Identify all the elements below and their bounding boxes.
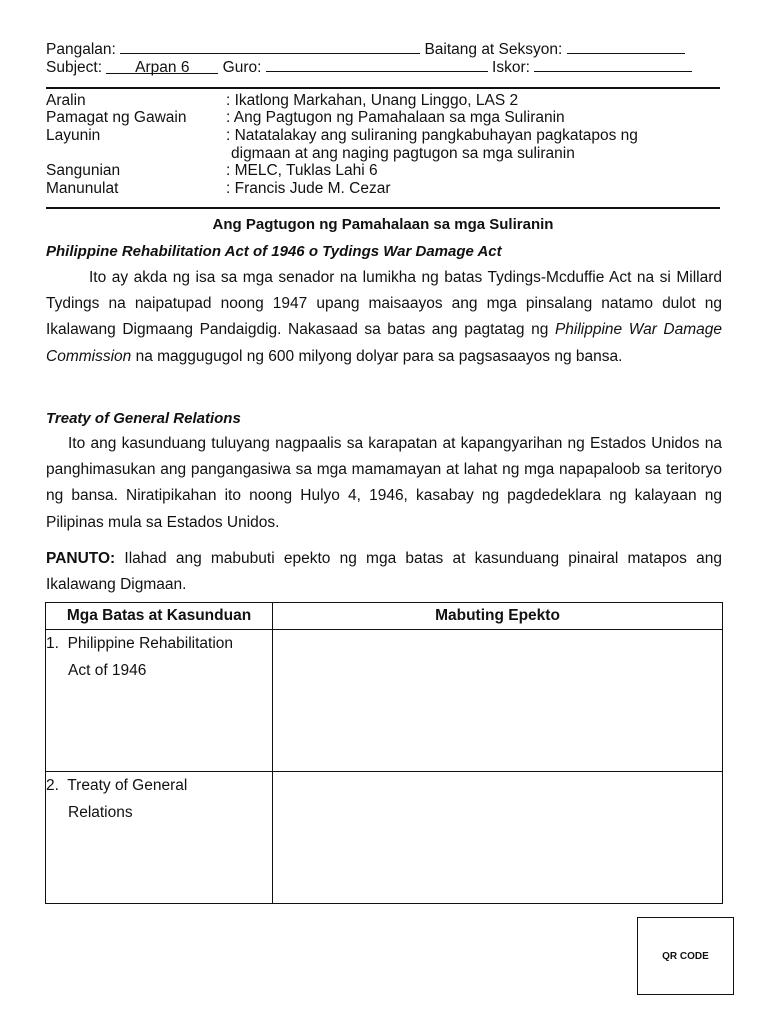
meta-value: : MELC, Tuklas Lahi 6 — [226, 162, 378, 179]
section1-paragraph — [46, 265, 722, 370]
grade-section-field[interactable] — [567, 39, 685, 54]
section1-text-italic: Philippine War Damage Commission — [46, 321, 723, 365]
table-header-row — [46, 603, 723, 630]
law-name: Treaty of General — [67, 777, 188, 794]
subject-value: Arpan 6 — [135, 59, 190, 76]
meta-value: : Ang Pagtugon ng Pamahalaan sa mga Suliranin — [226, 109, 565, 126]
col1-header: Mga Batas at Kasunduan — [46, 603, 273, 630]
table-row — [46, 772, 723, 904]
section2-text: Ito ang kasunduang tuluyang nagpaalis sa karapatan at kapangyarihan ng Estados Unidos na panghimasukan ang pangangasiwa sa mga mamamayan at lahat ng mga napapaloob sa teritoryo ng bansa. Niratipikahan ito noong Hulyo 4, 1946, kasabay ng pagdedeklara ng kalayaan ng Pilipinas mula sa Estados Unidos. — [46, 435, 722, 531]
section2-heading: Treaty of General Relations — [46, 410, 241, 427]
teacher-field[interactable] — [266, 57, 488, 72]
law-line-2: Relations — [68, 804, 133, 821]
meta-divider — [46, 207, 720, 209]
score-field[interactable] — [534, 57, 692, 72]
meta-value: digmaan at ang naging pagtugon sa mga suliranin — [231, 145, 575, 162]
subject-label: Subject: — [46, 59, 103, 76]
instructions-label: PANUTO: — [46, 550, 116, 567]
grade-section-label: Baitang at Seksyon: — [424, 41, 563, 58]
row-number: 1. — [46, 635, 59, 652]
col2-header: Mabuting Epekto — [273, 603, 723, 630]
table-cell-law — [46, 772, 273, 904]
teacher-label: Guro: — [222, 59, 262, 76]
instructions — [46, 546, 722, 598]
table-cell-effect-answer[interactable] — [273, 772, 723, 904]
name-label: Pangalan: — [46, 41, 116, 58]
page-title: Ang Pagtugon ng Pamahalaan sa mga Suliranin — [212, 216, 554, 233]
header-row-2 — [46, 57, 692, 77]
meta-key: Pamagat ng Gawain — [46, 109, 187, 126]
table-cell-law — [46, 630, 273, 772]
law-line-2: Act of 1946 — [68, 662, 147, 679]
table-row — [46, 630, 723, 772]
section1-heading: Philippine Rehabilitation Act of 1946 o Tydings War Damage Act — [46, 243, 502, 260]
section1-text-a: Ito ay akda ng isa sa mga senador na lumikha ng batas Tydings-Mcduffie Act na si Millard Tydings na naipatupad noong 1947 upang maisaayos ang mga pinsalang natamo dulot ng Ikalawang Digmaang Pandaigdig. Nakasaad sa batas ang pagtatag ng — [46, 269, 722, 339]
table-cell-effect-answer[interactable] — [273, 630, 723, 772]
section2-paragraph — [46, 431, 722, 536]
qr-code-label: QR CODE — [662, 950, 709, 962]
law-name: Philippine Rehabilitation — [67, 635, 234, 652]
law-line-1 — [46, 630, 272, 657]
meta-key: Manunulat — [46, 180, 119, 197]
subject-field[interactable] — [106, 59, 218, 74]
lesson-meta — [46, 92, 722, 202]
worksheet-table — [45, 602, 723, 904]
row-number: 2. — [46, 777, 59, 794]
qr-code-box — [637, 917, 734, 995]
meta-key: Layunin — [46, 127, 101, 144]
law-line-1 — [46, 772, 272, 799]
meta-value: : Francis Jude M. Cezar — [226, 180, 391, 197]
section1-text-b: na maggugugol ng 600 milyong dolyar para sa pagsasaayos ng bansa. — [135, 347, 623, 365]
name-field[interactable] — [120, 39, 420, 54]
header-row-1 — [46, 39, 685, 59]
meta-key: Sangunian — [46, 162, 121, 179]
header-divider — [46, 87, 720, 89]
meta-value: : Natatalakay ang suliraning pangkabuhayan pagkatapos ng — [226, 127, 638, 144]
score-label: Iskor: — [492, 59, 530, 76]
meta-value: : Ikatlong Markahan, Unang Linggo, LAS 2 — [226, 92, 519, 109]
instructions-text: Ilahad ang mabubuti epekto ng mga batas at kasunduang pinairal matapos ang Ikalawang Digmaan. — [46, 550, 722, 594]
meta-key: Aralin — [46, 92, 86, 109]
